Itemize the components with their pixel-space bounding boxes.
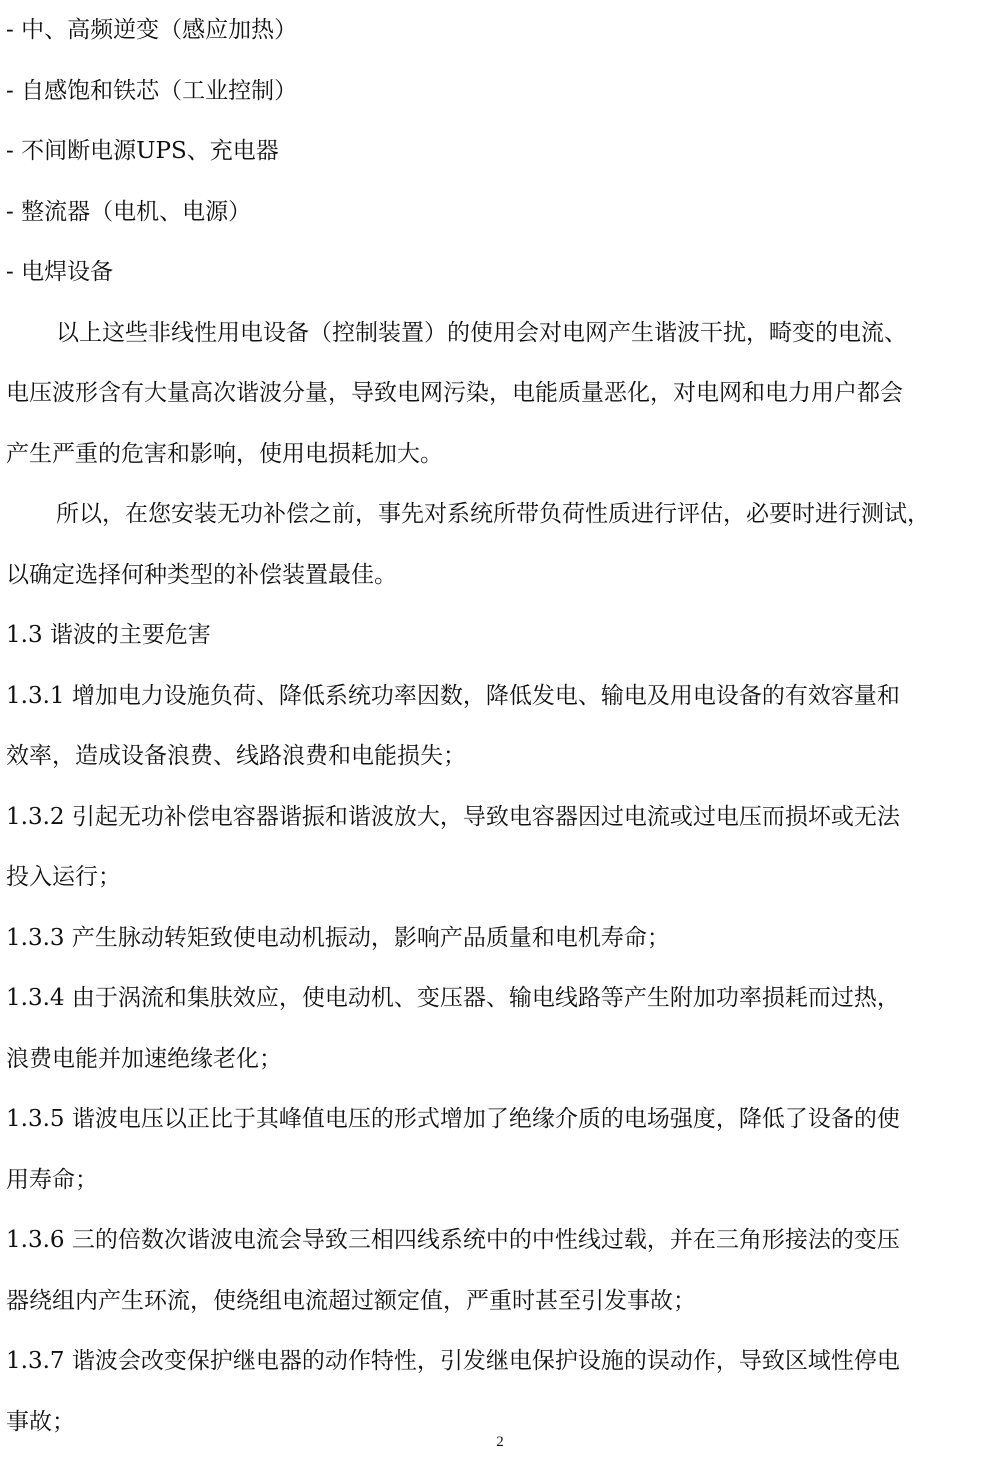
harm-item — [6, 908, 984, 969]
bullet-item: - 整流器（电机、电源） — [6, 198, 252, 225]
harm-item — [6, 968, 984, 1089]
harm-item-line: 1.3.1 增加电力设施负荷、降低系统功率因数，降低发电、输电及用电设备的有效容量和 — [6, 682, 900, 709]
harm-item-line: 浪费电能并加速绝缘老化； — [6, 1045, 282, 1072]
harm-item — [6, 1210, 984, 1331]
harm-item-line: 用寿命； — [6, 1166, 98, 1193]
page-number: 2 — [496, 1434, 504, 1450]
paragraph-nonlinear-devices — [6, 303, 984, 485]
paragraph-line: 以上这些非线性用电设备（控制装置）的使用会对电网产生谐波干扰，畸变的电流、 — [56, 319, 907, 346]
harm-item — [6, 1089, 984, 1210]
bullet-list — [6, 0, 984, 303]
harm-item-line: 器绕组内产生环流，使绕组电流超过额定值，严重时甚至引发事故； — [6, 1287, 696, 1314]
harm-item-line: 1.3.7 谐波会改变保护继电器的动作特性，引发继电保护设施的误动作，导致区域性停电 — [6, 1348, 900, 1374]
page-content — [6, 0, 984, 1452]
harm-item — [6, 666, 984, 787]
bullet-item: - 电焊设备 — [6, 259, 114, 285]
harm-item-line: 1.3.6 三的倍数次谐波电流会导致三相四线系统中的中性线过载，并在三角形接法的变压 — [6, 1227, 900, 1253]
harm-item — [6, 787, 984, 908]
bullet-item: - 自感饱和铁芯（工业控制） — [6, 77, 298, 104]
harm-item-line: 1.3.5 谐波电压以正比于其峰值电压的形式增加了绝缘介质的电场强度，降低了设备的使 — [6, 1106, 900, 1132]
harm-item-line: 1.3.3 产生脉动转矩致使电动机振动，影响产品质量和电机寿命； — [6, 924, 670, 951]
section-heading: 1.3 谐波的主要危害 — [6, 622, 211, 648]
paragraph-line: 所以，在您安装无功补偿之前，事先对系统所带负荷性质进行评估，必要时进行测试， — [56, 501, 930, 527]
paragraph-line: 产生严重的危害和影响，使用电损耗加大。 — [6, 440, 443, 467]
harm-item-line: 事故； — [6, 1408, 75, 1435]
harm-item-line: 投入运行； — [6, 864, 121, 890]
paragraph-line: 电压波形含有大量高次谐波分量，导致电网污染，电能质量恶化，对电网和电力用户都会 — [6, 380, 903, 406]
harm-item-line: 1.3.2 引起无功补偿电容器谐振和谐波放大，导致电容器因过电流或过电压而损坏或无法 — [6, 803, 900, 830]
paragraph-line: 以确定选择何种类型的补偿装置最佳。 — [6, 561, 397, 588]
paragraph-assessment — [6, 484, 984, 605]
bullet-item: - 不间断电源UPS、充电器 — [6, 138, 279, 164]
bullet-item: - 中、高频逆变（感应加热） — [6, 17, 298, 43]
harm-item-line: 效率，造成设备浪费、线路浪费和电能损失； — [6, 743, 466, 769]
harm-item-line: 1.3.4 由于涡流和集肤效应，使电动机、变压器、输电线路等产生附加功率损耗而过热， — [6, 985, 900, 1011]
